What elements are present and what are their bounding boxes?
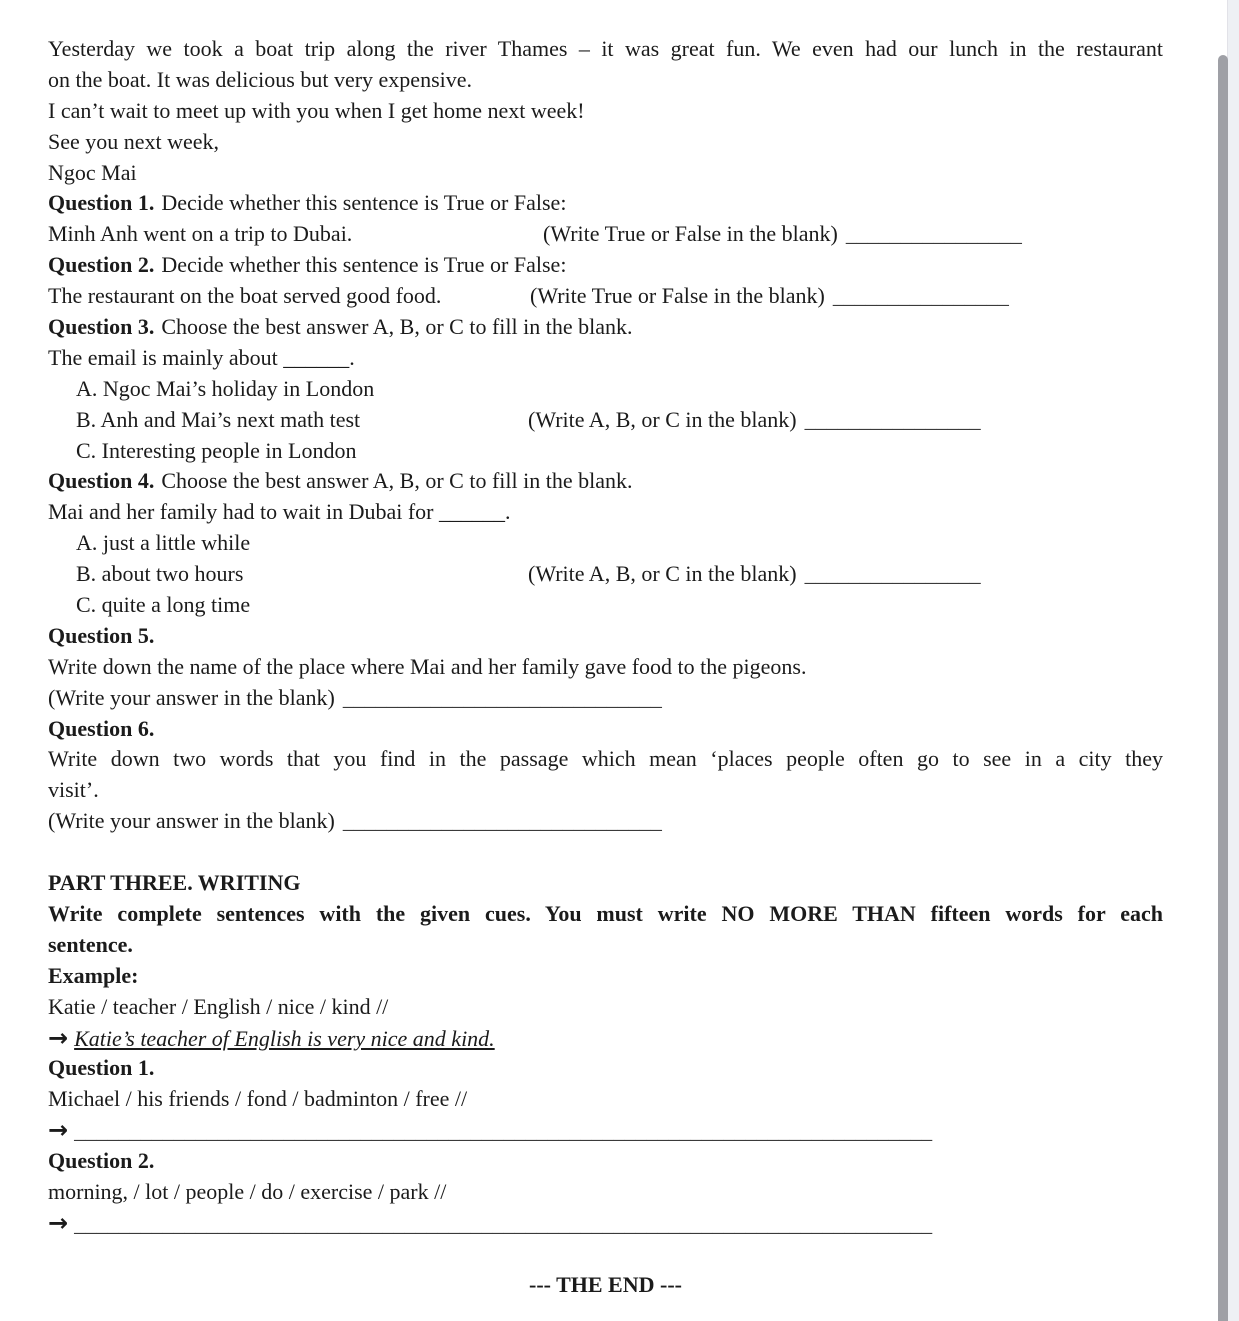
question3-label: Question 3. bbox=[48, 314, 155, 340]
question4-heading bbox=[48, 466, 1163, 497]
email-line: Yesterday we took a boat trip along the river Thames – it was great fun. We even had our lunch in the restaurant bbox=[48, 36, 1163, 61]
question3-heading bbox=[48, 312, 1163, 343]
email-line: I can’t wait to meet up with you when I get home next week! bbox=[48, 97, 585, 123]
question4-option-b-row bbox=[48, 559, 1163, 590]
answer-line-blank: ______________________________________________________________________________ bbox=[74, 1118, 933, 1144]
writing-question1-answer-row bbox=[48, 1115, 1163, 1146]
spacer-row bbox=[48, 837, 1163, 868]
writing-question2-cue: morning, / lot / people / do / exercise / park // bbox=[48, 1178, 447, 1204]
question5-label: Question 5. bbox=[48, 622, 155, 648]
scrollbar-thumb[interactable] bbox=[1218, 55, 1228, 1321]
question5-text: Write down the name of the place where Mai and her family gave food to the pigeons. bbox=[48, 653, 807, 679]
writing-question2-label: Question 2. bbox=[48, 1148, 155, 1174]
question6-text-line1: Write down two words that you find in the passage which mean ‘places people often go to see in a city they bbox=[48, 746, 1163, 772]
arrow-icon: → bbox=[48, 1023, 69, 1052]
question1-label: Question 1. bbox=[48, 190, 155, 216]
question4-option-b: B. about two hours bbox=[76, 561, 244, 587]
writing-question2-answer-row bbox=[48, 1208, 1163, 1239]
answer-blank: _____________________________ bbox=[342, 808, 662, 834]
question3-option-c: C. Interesting people in London bbox=[76, 437, 357, 463]
writing-question1-cue: Michael / his friends / fond / badminton / free // bbox=[48, 1086, 468, 1112]
question4-stem: Mai and her family had to wait in Dubai for ______. bbox=[48, 499, 511, 525]
email-signature: Ngoc Mai bbox=[48, 159, 137, 185]
example-answer: Katie’s teacher of English is very nice and kind. bbox=[74, 1025, 495, 1051]
question3-instruction: Choose the best answer A, B, or C to fill in the blank. bbox=[161, 314, 633, 340]
question3-option-a: A. Ngoc Mai’s holiday in London bbox=[76, 375, 375, 401]
question3-write-note: (Write A, B, or C in the blank) ________________ bbox=[528, 406, 981, 432]
question2-label: Question 2. bbox=[48, 252, 155, 278]
writing-instruction-line1: Write complete sentences with the given cues. You must write NO MORE THAN fifteen words for each bbox=[48, 900, 1163, 926]
writing-question1-label: Question 1. bbox=[48, 1055, 155, 1081]
writing-instruction-line2: sentence. bbox=[48, 931, 133, 957]
answer-blank: ________________ bbox=[804, 406, 981, 432]
question4-option-c: C. quite a long time bbox=[76, 592, 251, 618]
answer-line-blank: ______________________________________________________________________________ bbox=[74, 1210, 933, 1236]
question2-instruction: Decide whether this sentence is True or False: bbox=[161, 252, 567, 278]
answer-blank: ________________ bbox=[804, 561, 981, 587]
question6-answer-row: (Write your answer in the blank) _____________________________ bbox=[48, 808, 662, 834]
question1-instruction: Decide whether this sentence is True or False: bbox=[161, 190, 567, 216]
the-end-row bbox=[48, 1270, 1163, 1301]
scrollbar-track[interactable] bbox=[1227, 0, 1239, 1321]
question2-heading bbox=[48, 250, 1163, 281]
spacer-row bbox=[48, 1239, 1163, 1270]
question4-label: Question 4. bbox=[48, 468, 155, 494]
example-answer-row bbox=[48, 1023, 1163, 1054]
question4-write-note: (Write A, B, or C in the blank) ________________ bbox=[528, 561, 981, 587]
question3-stem: The email is mainly about ______. bbox=[48, 344, 355, 370]
arrow-icon: → bbox=[48, 1208, 69, 1237]
the-end-text: --- THE END --- bbox=[529, 1271, 682, 1297]
question1-answer-row bbox=[48, 219, 1163, 250]
question3-option-b-row bbox=[48, 405, 1163, 436]
example-cue: Katie / teacher / English / nice / kind // bbox=[48, 993, 389, 1019]
answer-blank: ________________ bbox=[845, 221, 1022, 247]
question2-statement: The restaurant on the boat served good food. bbox=[48, 283, 442, 309]
question2-answer-row bbox=[48, 281, 1163, 312]
part-three-title: PART THREE. WRITING bbox=[48, 870, 301, 896]
document-page bbox=[48, 34, 1163, 1301]
arrow-icon: → bbox=[48, 1116, 69, 1145]
question4-option-a: A. just a little while bbox=[76, 530, 251, 556]
question2-write-note: (Write True or False in the blank) ________________ bbox=[530, 283, 1009, 309]
answer-blank: ________________ bbox=[832, 283, 1009, 309]
question4-instruction: Choose the best answer A, B, or C to fill in the blank. bbox=[161, 468, 633, 494]
email-line: on the boat. It was delicious but very expensive. bbox=[48, 66, 473, 92]
question1-write-note: (Write True or False in the blank) ________________ bbox=[543, 221, 1022, 247]
question3-option-b: B. Anh and Mai’s next math test bbox=[76, 406, 361, 432]
question6-label: Question 6. bbox=[48, 715, 155, 741]
example-label: Example: bbox=[48, 962, 139, 988]
question6-text-line2: visit’. bbox=[48, 777, 99, 803]
question5-answer-row: (Write your answer in the blank) _____________________________ bbox=[48, 684, 662, 710]
question1-heading bbox=[48, 188, 1163, 219]
email-line: See you next week, bbox=[48, 128, 220, 154]
answer-blank: _____________________________ bbox=[342, 684, 662, 710]
question1-statement: Minh Anh went on a trip to Dubai. bbox=[48, 221, 353, 247]
